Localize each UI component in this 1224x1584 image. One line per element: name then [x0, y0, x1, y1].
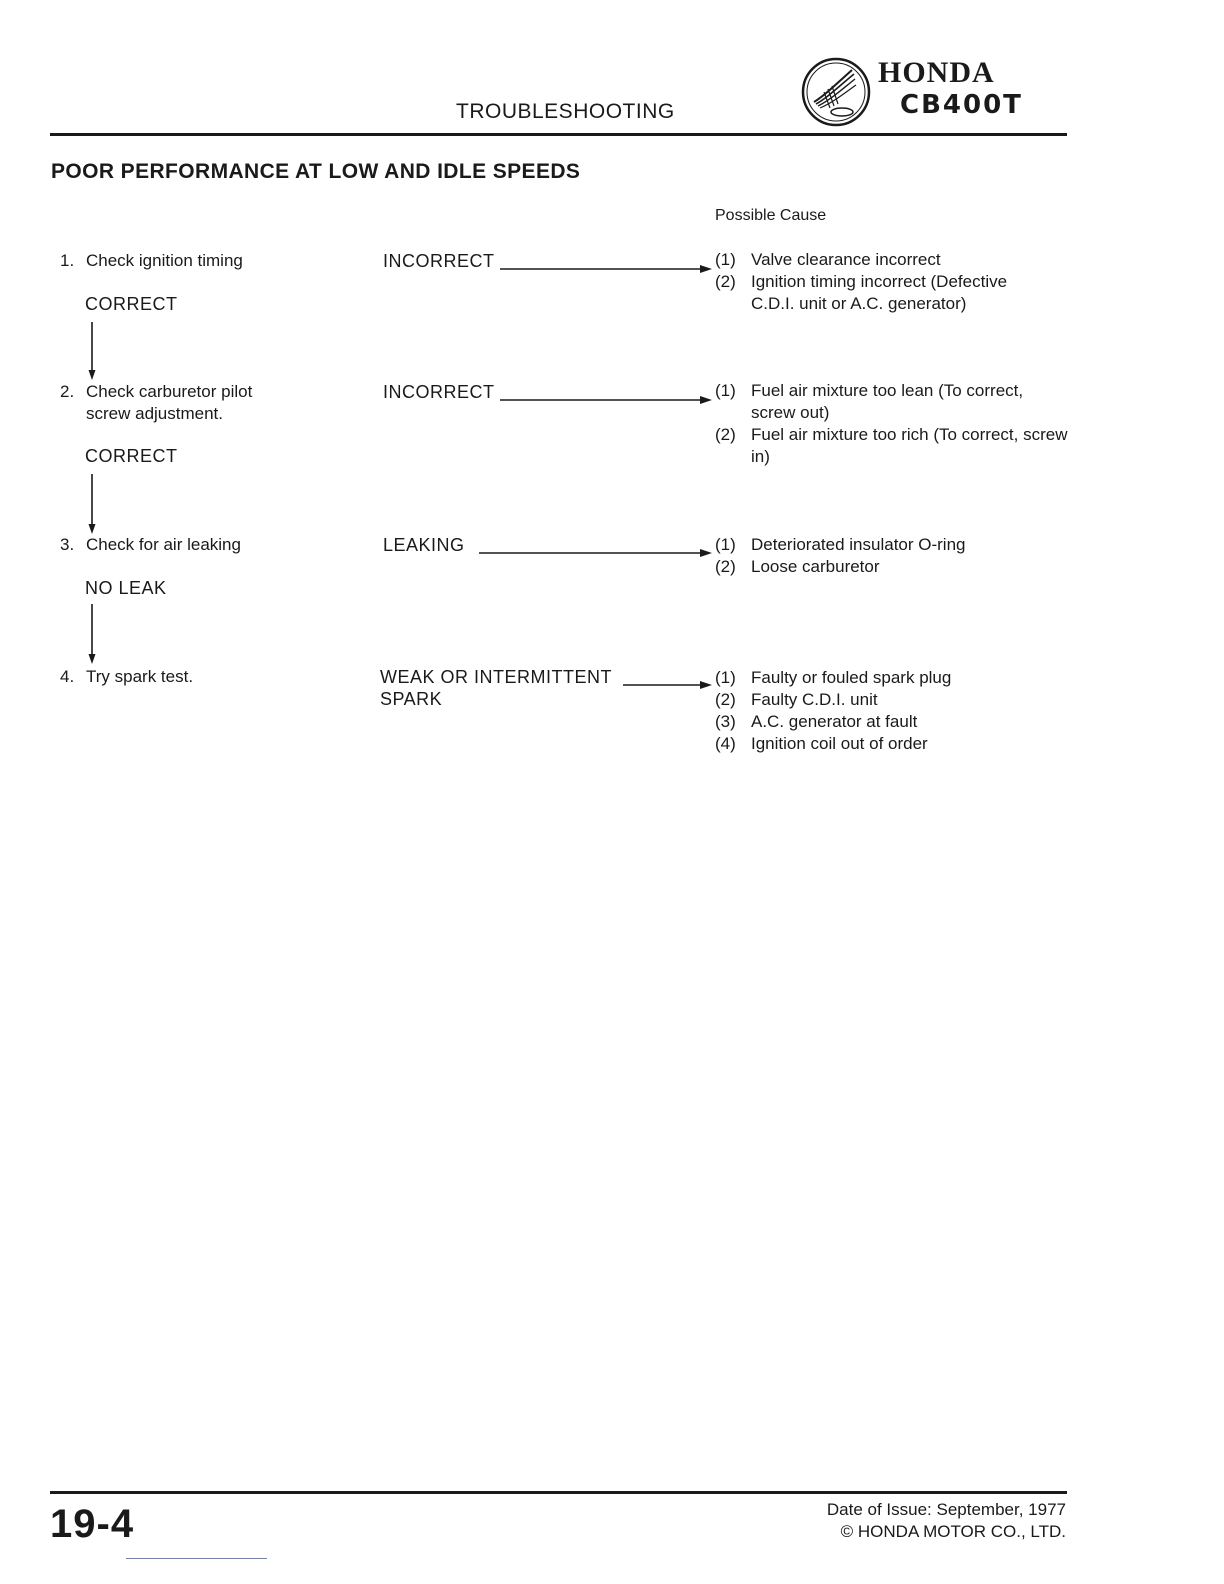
- page-heading: POOR PERFORMANCE AT LOW AND IDLE SPEEDS: [51, 160, 581, 183]
- step-1-condition: INCORRECT: [383, 251, 495, 271]
- date-of-issue: Date of Issue: September, 1977: [826, 1500, 1066, 1519]
- step-1-causes: [715, 249, 1061, 315]
- step-text: Check for air leaking: [86, 535, 241, 554]
- cause-item: (2) Loose carburetor: [715, 557, 880, 576]
- step-4-causes: [715, 667, 1061, 755]
- cause-item: (1) Deteriorated insulator O-ring: [715, 535, 966, 554]
- cause-item: (1) Faulty or fouled spark plug: [715, 668, 952, 687]
- flow-arrow-down: [87, 322, 97, 387]
- step-number: 4.: [60, 667, 75, 686]
- step-3-result-label: NO LEAK: [85, 578, 167, 598]
- step-text: Try spark test.: [86, 667, 194, 686]
- possible-cause-label: Possible Cause: [715, 207, 827, 224]
- cause-item: (2) Fuel air mixture too rich (To correct, screw in): [715, 425, 1068, 466]
- flow-arrow-down: [87, 604, 97, 671]
- cause-item: (1) Fuel air mixture too lean (To correct, screw out): [715, 381, 1024, 422]
- step-text: Check ignition timing: [86, 251, 243, 270]
- flow-arrow-down: [87, 474, 97, 541]
- step-number: 3.: [60, 535, 75, 554]
- step-4: [60, 666, 193, 688]
- model-name: CB400T: [900, 90, 1023, 120]
- header-rule: [50, 133, 1067, 136]
- step-number: 1.: [60, 251, 75, 270]
- cause-item: (1) Valve clearance incorrect: [715, 250, 941, 269]
- step-4-arrow: [623, 676, 712, 694]
- cause-item: (4) Ignition coil out of order: [715, 734, 928, 753]
- step-1-arrow: [500, 260, 712, 278]
- footer-rule: [50, 1491, 1067, 1494]
- section-title: TROUBLESHOOTING: [456, 100, 675, 123]
- footer-info: [827, 1499, 1066, 1543]
- step-3: [60, 534, 241, 556]
- step-3-causes: [715, 534, 1061, 578]
- step-2-causes: [715, 380, 1071, 468]
- step-number: 2.: [60, 382, 75, 401]
- step-2-condition: INCORRECT: [383, 382, 495, 402]
- step-3-arrow: [479, 544, 712, 562]
- step-text: Check carburetor pilot screw adjustment.: [86, 382, 253, 423]
- brand-name: HONDA: [878, 56, 995, 89]
- step-3-condition: LEAKING: [383, 535, 465, 555]
- step-2: [60, 381, 252, 425]
- cause-item: (3) A.C. generator at fault: [715, 712, 918, 731]
- step-4-condition: WEAK OR INTERMITTENT SPARK: [380, 667, 612, 709]
- step-1: [60, 250, 243, 272]
- step-2-result-label: CORRECT: [85, 446, 178, 466]
- copyright: © HONDA MOTOR CO., LTD.: [840, 1522, 1066, 1541]
- honda-wing-emblem-icon: [800, 56, 872, 128]
- cause-item: (2) Ignition timing incorrect (Defective C.D.I. unit or A.C. generator): [715, 272, 1008, 313]
- step-1-result-label: CORRECT: [85, 294, 178, 314]
- cause-item: (2) Faulty C.D.I. unit: [715, 690, 878, 709]
- step-2-arrow: [500, 391, 712, 409]
- scan-link-underline: [126, 1558, 267, 1559]
- page-number: 19-4: [50, 1502, 135, 1546]
